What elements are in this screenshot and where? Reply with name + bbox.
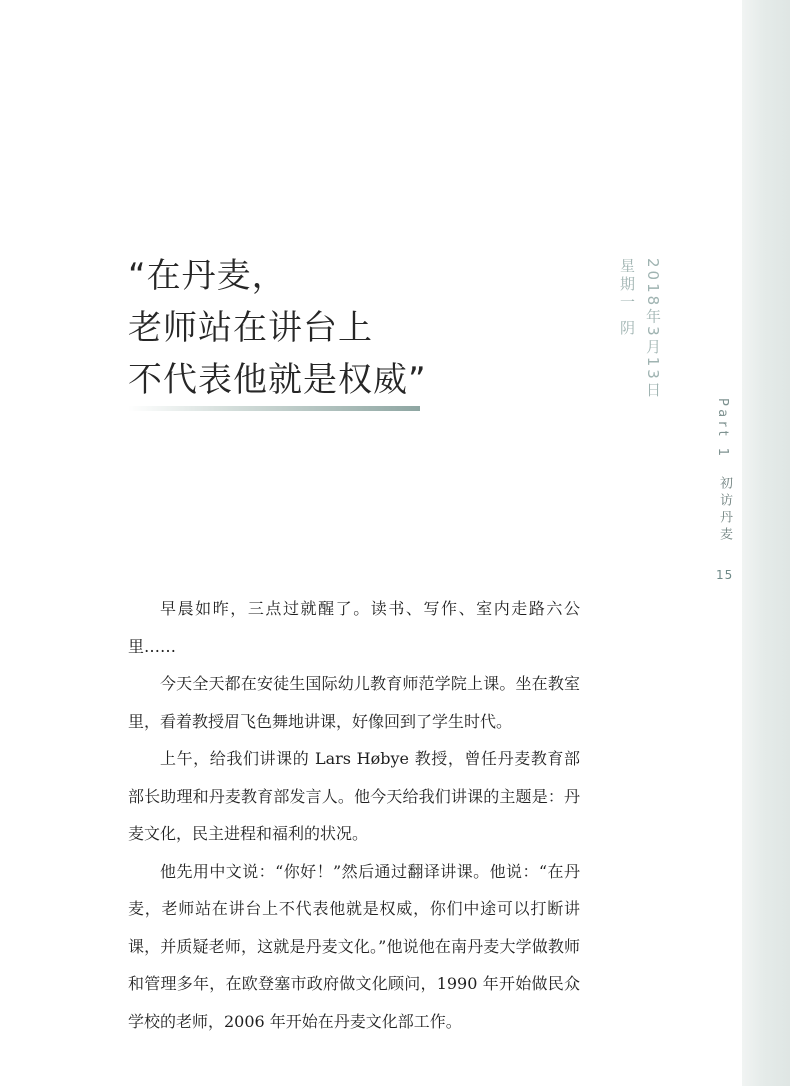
chapter-title-line-3: 不代表他就是权威” bbox=[128, 360, 427, 400]
title-underline-rule bbox=[128, 406, 420, 411]
entry-weekday-weather: 星期一 阴 bbox=[618, 258, 636, 338]
body-text bbox=[128, 590, 580, 1040]
page-number: 15 bbox=[716, 568, 734, 582]
chapter-title bbox=[128, 250, 427, 406]
paragraph-4: 他先用中文说：“你好！”然后通过翻译讲课。他说：“在丹麦，老师站在讲台上不代表他就是权威，你们中途可以打断讲课，并质疑老师，这就是丹麦文化。”他说他在南丹麦大学做教师和管理多年，在欧登塞市政府做文化顾问，1990 年开始做民众学校的老师，2006 年开始在丹麦文化部工作。 bbox=[128, 861, 580, 1031]
chapter-title-line-1: “在丹麦， bbox=[128, 256, 287, 296]
chapter-title-line-2: 老师站在讲台上 bbox=[128, 308, 373, 348]
part-label: Part 1 bbox=[715, 398, 730, 461]
paragraph-2: 今天全天都在安徒生国际幼儿教育师范学院上课。坐在教室里，看着教授眉飞色舞地讲课，好像回到了学生时代。 bbox=[128, 674, 580, 731]
paragraph-1: 早晨如昨，三点过就醒了。读书、写作、室内走路六公里…… bbox=[128, 599, 580, 656]
paragraph-3: 上午，给我们讲课的 Lars Høbye 教授，曾任丹麦教育部部长助理和丹麦教育部发言人。他今天给我们讲课的主题是：丹麦文化，民主进程和福利的状况。 bbox=[128, 749, 580, 843]
page-edge-strip bbox=[742, 0, 790, 1086]
section-label: 初访丹麦 bbox=[717, 476, 732, 544]
entry-date: 2018年3月13日 bbox=[644, 258, 662, 400]
